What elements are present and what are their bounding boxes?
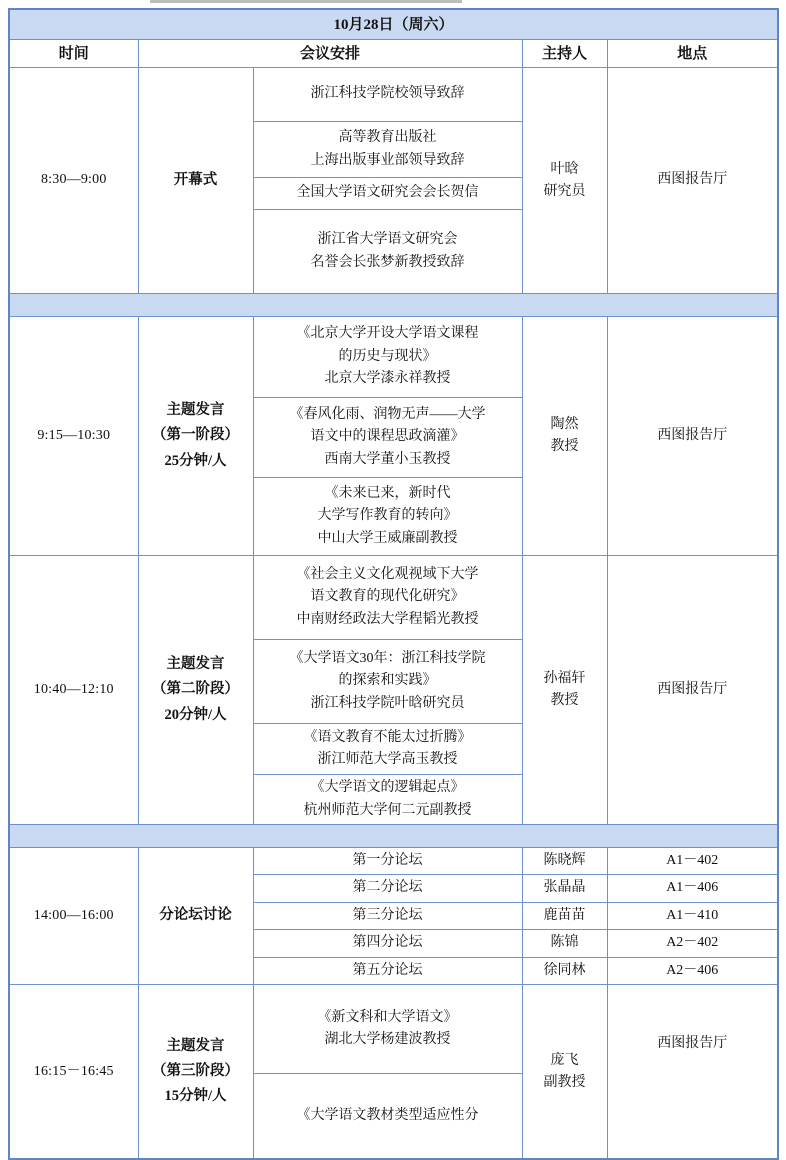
top-edge-artifact xyxy=(150,0,462,3)
column-header-arrangement: 会议安排 xyxy=(138,40,522,68)
session-type-label: 主题发言 xyxy=(166,1037,225,1054)
forum-name-cell: 第三分论坛 xyxy=(253,902,522,929)
date-title-row xyxy=(9,9,778,40)
talk-line: 西南大学董小玉教授 xyxy=(324,451,451,467)
talk-cell xyxy=(253,210,522,294)
host-title: 教授 xyxy=(550,693,579,708)
column-header-host: 主持人 xyxy=(522,40,607,68)
table-row xyxy=(9,984,778,1073)
talk-line: 浙江省大学语文研究会 xyxy=(317,232,458,248)
time-cell: 10:40—12:10 xyxy=(9,556,138,825)
talk-line: 浙江科技学院叶晗研究员 xyxy=(310,695,465,711)
forum-room-cell: A1－410 xyxy=(607,902,778,929)
talk-line: 中南财经政法大学程韬光教授 xyxy=(296,611,479,627)
talk-cell xyxy=(253,398,522,478)
talk-line: 杭州师范大学何二元副教授 xyxy=(303,802,472,818)
talk-line: 上海出版事业部领导致辞 xyxy=(310,152,465,168)
host-name: 庞飞 xyxy=(550,1053,579,1069)
session-type-cell xyxy=(138,848,253,985)
host-title: 副教授 xyxy=(543,1074,586,1090)
talk-cell xyxy=(253,1073,522,1159)
time-cell: 8:30—9:00 xyxy=(9,68,138,294)
talk-line: 《大学语文30年：浙江科技学院 xyxy=(289,650,486,666)
time-cell: 9:15—10:30 xyxy=(9,317,138,556)
session-duration-label: 20分钟/人 xyxy=(164,706,227,723)
forum-room-cell: A1－402 xyxy=(607,848,778,875)
talk-line: 浙江师范大学高玉教授 xyxy=(317,752,458,767)
session-type-cell xyxy=(138,984,253,1159)
location-cell: 西图报告厅 xyxy=(607,556,778,825)
session-type-label: 开幕式 xyxy=(173,171,218,188)
forum-room-cell: A2－406 xyxy=(607,957,778,984)
talk-cell xyxy=(253,178,522,210)
host-cell xyxy=(522,68,607,294)
separator-band-cell xyxy=(9,294,778,317)
talk-cell xyxy=(253,317,522,398)
host-title: 研究员 xyxy=(543,183,586,199)
session-type-cell xyxy=(138,317,253,556)
talk-line: 《北京大学开设大学语文课程 xyxy=(296,326,479,342)
talk-line: 《大学语文的逻辑起点》 xyxy=(310,780,465,796)
session-type-cell xyxy=(138,68,253,294)
forum-host-cell: 陈晓辉 xyxy=(522,848,607,875)
forum-host-cell: 陈锦 xyxy=(522,930,607,957)
column-header-row xyxy=(9,40,778,68)
talk-line: 语文教育的现代化研究》 xyxy=(310,589,465,605)
talk-line: 中山大学王威廉副教授 xyxy=(317,530,458,546)
session-duration-label: 25分钟/人 xyxy=(164,452,227,469)
forum-host-cell: 鹿苗苗 xyxy=(522,902,607,929)
talk-cell xyxy=(253,556,522,640)
forum-name-cell: 第四分论坛 xyxy=(253,930,522,957)
location-cell: 西图报告厅 xyxy=(607,984,778,1159)
talk-line: 《大学语文教材类型适应性分 xyxy=(296,1108,479,1123)
separator-band xyxy=(9,825,778,848)
session-type-label: 主题发言 xyxy=(166,401,225,418)
talk-line: 语文中的课程思政滴灌》 xyxy=(310,429,465,445)
host-name: 孙福轩 xyxy=(543,671,586,687)
talk-line: 全国大学语文研究会会长贺信 xyxy=(296,185,479,201)
session-duration-label: 15分钟/人 xyxy=(164,1088,227,1105)
talk-line: 湖北大学杨建波教授 xyxy=(324,1031,451,1047)
talk-line: 的历史与现状》 xyxy=(338,348,437,364)
talk-line: 《社会主义文化观视域下大学 xyxy=(296,566,479,582)
talk-cell xyxy=(253,68,522,122)
table-row xyxy=(9,556,778,640)
time-cell: 16:15－16:45 xyxy=(9,984,138,1159)
host-name: 陶然 xyxy=(550,417,579,433)
host-title: 教授 xyxy=(550,439,579,454)
forum-name-cell: 第二分论坛 xyxy=(253,875,522,902)
session-stage-label: （第二阶段） xyxy=(152,681,239,698)
host-cell xyxy=(522,317,607,556)
location-cell: 西图报告厅 xyxy=(607,68,778,294)
schedule-table xyxy=(8,8,779,1160)
column-header-time: 时间 xyxy=(9,40,138,68)
talk-cell xyxy=(253,640,522,724)
table-row xyxy=(9,317,778,398)
host-name: 叶晗 xyxy=(550,161,579,177)
session-stage-label: （第一阶段） xyxy=(152,427,239,444)
talk-line: 大学写作教育的转向》 xyxy=(317,508,458,524)
session-type-label: 分论坛讨论 xyxy=(159,907,232,924)
table-row xyxy=(9,848,778,875)
session-stage-label: （第三阶段） xyxy=(152,1063,239,1080)
forum-name-cell: 第五分论坛 xyxy=(253,957,522,984)
talk-line: 《春风化雨、润物无声——大学 xyxy=(289,406,486,422)
forum-host-cell: 徐同林 xyxy=(522,957,607,984)
host-cell xyxy=(522,556,607,825)
separator-band xyxy=(9,294,778,317)
forum-room-cell: A1－406 xyxy=(607,875,778,902)
talk-line: 名誉会长张梦新教授致辞 xyxy=(310,254,465,270)
talk-cell xyxy=(253,478,522,556)
forum-host-cell: 张晶晶 xyxy=(522,875,607,902)
talk-cell xyxy=(253,122,522,178)
talk-cell xyxy=(253,775,522,825)
host-cell xyxy=(522,984,607,1159)
talk-line: 《语文教育不能太过折腾》 xyxy=(303,729,472,745)
session-type-label: 主题发言 xyxy=(166,655,225,672)
date-title: 10月28日（周六） xyxy=(9,9,778,40)
column-header-location: 地点 xyxy=(607,40,778,68)
forum-room-cell: A2－402 xyxy=(607,930,778,957)
session-type-cell xyxy=(138,556,253,825)
talk-line: 《新文科和大学语文》 xyxy=(317,1009,458,1025)
location-cell: 西图报告厅 xyxy=(607,317,778,556)
separator-band-cell xyxy=(9,825,778,848)
table-row xyxy=(9,68,778,122)
talk-line: 北京大学漆永祥教授 xyxy=(324,371,451,387)
talk-line: 《未来已来，新时代 xyxy=(324,485,451,501)
talk-line: 高等教育出版社 xyxy=(338,130,437,146)
talk-cell xyxy=(253,984,522,1073)
talk-line: 浙江科技学院校领导致辞 xyxy=(310,86,465,102)
forum-name-cell: 第一分论坛 xyxy=(253,848,522,875)
talk-cell xyxy=(253,724,522,775)
talk-line: 的探索和实践》 xyxy=(338,673,437,689)
time-cell: 14:00—16:00 xyxy=(9,848,138,985)
